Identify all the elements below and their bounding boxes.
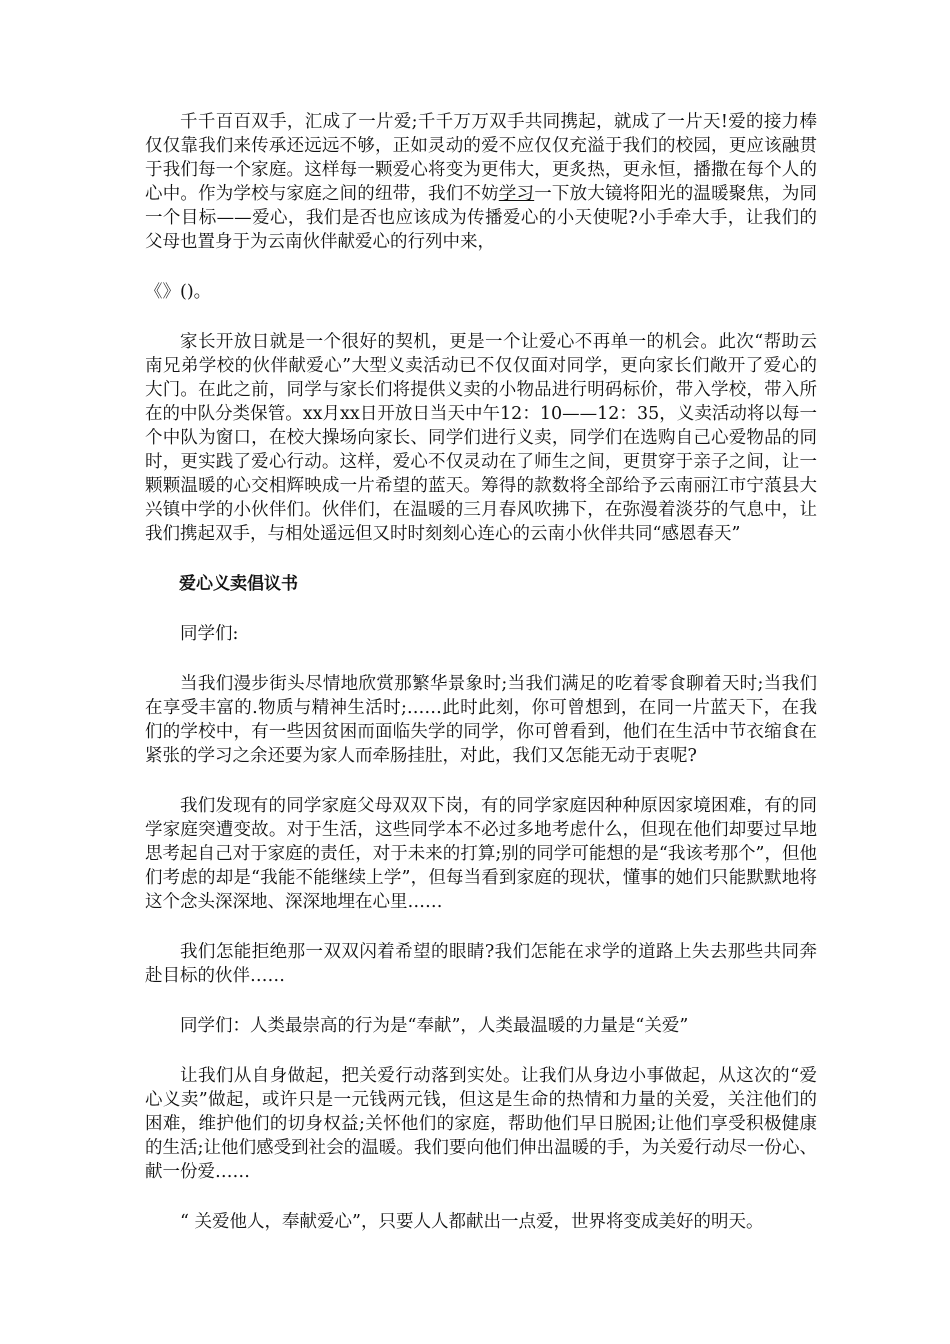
greeting: 同学们:: [180, 624, 239, 644]
paragraph-families: 我们发现有的同学家庭父母双双下岗，有的同学家庭因种种原因家境困难，有的同学家庭突遭变故。对于生活，这些同学本不必过多地考虑什么，但现在他们却要过早地思考起自己对于家庭的责任，对于未来的打算;别的同学可能想的是“我该考那个”，但他们考虑的却是“我能不能继续上学”，但每当看到家庭的现状，懂事的她们只能默默地将这个念头深深地、深深地埋在心里……: [145, 796, 817, 912]
paragraph-intro: [145, 110, 817, 254]
paragraph-eyes: 我们怎能拒绝那一双双闪着希望的眼睛?我们怎能在求学的道路上失去那些共同奔赴目标的伙伴……: [145, 942, 817, 986]
paragraph-intro-text-a: 千千百百双手，汇成了一片爱;千千万万双手共同携起，就成了一片天!爱的接力棒仅仅靠我们来传承还远远不够，正如灵动的爱不应仅仅充溢于我们的校园，更应该融贯于我们每一个家庭。这样每一颗爱心将变为更伟大，更炙热，更永恒，播撒在每个人的心中。作为学校与家庭之间的纽带，我们不妨: [145, 112, 817, 204]
paragraph-dedication: 同学们：人类最崇高的行为是“奉献”，人类最温暖的力量是“关爱”: [180, 1016, 689, 1036]
paragraph-street: 当我们漫步街头尽情地欣赏那繁华景象时;当我们满足的吃着零食聊着天时;当我们在享受丰富的.物质与精神生活时;……此时此刻，你可曾想到，在同一片蓝天下，在我们的学校中，有一些因贫困而面临失学的同学，你可曾看到，他们在生活中节衣缩食在紧张的学习之余还要为家人而牵肠挂肚，对此，我们又怎能无动于衷呢?: [145, 674, 817, 766]
paragraph-intro-text-b: 一下放大镜将阳光的温暖聚焦，为同一个目标——爱心，我们是否也应该成为传播爱心的小天使呢?小手牵大手，让我们的父母也置身于为云南伙伴献爱心的行列中来，: [145, 184, 818, 252]
study-link[interactable]: 学习: [498, 184, 535, 204]
paragraph-closing: “ 关爱他人，奉献爱心”，只要人人都献出一点爱，世界将变成美好的明天。: [180, 1212, 764, 1232]
paragraph-brackets: 《》()。: [145, 282, 212, 302]
paragraph-open-day: 家长开放日就是一个很好的契机，更是一个让爱心不再单一的机会。此次“帮助云南兄弟学校的伙伴献爱心”大型义卖活动已不仅仅面对同学，更向家长们敞开了爱心的大门。在此之前，同学与家长们将提供义卖的小物品进行明码标价，带入学校，带入所在的中队分类保管。xx月xx日开放日当天中午12：10——12：35，义卖活动将以每一个中队为窗口，在校大操场向家长、同学们进行义卖，同学们在选购自己心爱物品的同时，更实践了爱心行动。这样，爱心不仅灵动在了师生之间，更贯穿于亲子之间，让一颗颗温暖的心交相辉映成一片希望的蓝天。筹得的款数将全部给予云南丽江市宁蒗县大兴镇中学的小伙伴们。伙伴们，在温暖的三月春风吹拂下，在弥漫着淡芬的气息中，让我们携起双手，与相处遥远但又时时刻刻心连心的云南小伙伴共同“感恩春天”: [145, 332, 817, 544]
document-body: [145, 110, 817, 1234]
section-heading: 爱心义卖倡议书: [179, 574, 298, 594]
paragraph-action: 让我们从自身做起，把关爱行动落到实处。让我们从身边小事做起，从这次的“爱心义卖”做起，或许只是一元钱两元钱，但这是生命的热情和力量的关爱，关注他们的困难，维护他们的切身权益;关怀他们的家庭，帮助他们早日脱困;让他们享受积极健康的生活;让他们感受到社会的温暖。我们要向他们伸出温暖的手，为关爱行动尽一份心、献一份爱……: [145, 1066, 817, 1182]
